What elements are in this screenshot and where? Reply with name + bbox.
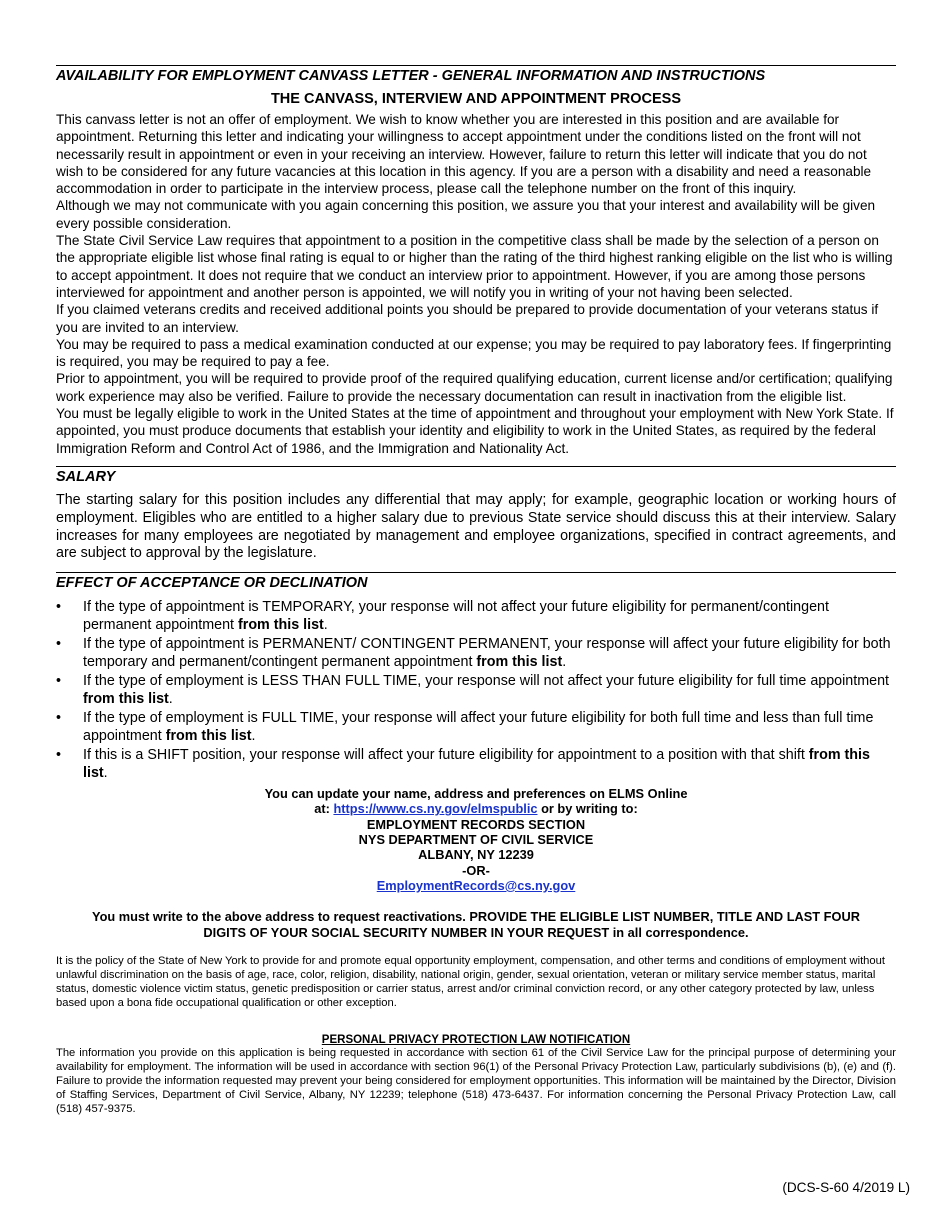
- or-separator: -OR-: [462, 862, 490, 878]
- reactivation-line-2: DIGITS OF YOUR SOCIAL SECURITY NUMBER IN YOUR REQUEST in all correspondence.: [203, 924, 749, 940]
- paragraph-civil-service-law: The State Civil Service Law requires that appointment to a position in the competitive class shall be made by the selection of a person on the appropriate eligible list whose final rating is equal to or higher than the rating of the third highest ranking eligible on the list who is willing to accept appointment. It does not require that we conduct an interview prior to appointment. However, if you are among those persons interviewed for appointment and another person is appointed, we will notify you in writing of your not having been selected.: [56, 233, 893, 300]
- bullet-icon: •: [56, 747, 62, 764]
- list-item: • If the type of employment is LESS THAN FULL TIME, your response will not affect your future eligibility for full time appointment from this list.: [56, 673, 890, 708]
- list-item-text: If the type of appointment is TEMPORARY, your response will not affect your future eligibility for permanent/contingent permanent appointment: [83, 599, 829, 634]
- page-header: AVAILABILITY FOR EMPLOYMENT CANVASS LETTER - GENERAL INFORMATION AND INSTRUCTIONS: [56, 68, 766, 84]
- address-line: EMPLOYMENT RECORDS SECTION: [366, 816, 586, 832]
- url-suffix: or by writing to:: [541, 801, 638, 817]
- address-line: ALBANY, NY 12239: [418, 847, 534, 863]
- list-item-text: If the type of employment is LESS THAN FULL TIME, your response will not affect your future eligibility for full time appointment: [83, 673, 890, 690]
- list-item: • If this is a SHIFT position, your response will affect your future eligibility for appointment to a position with that shift from this list.: [56, 747, 870, 782]
- email-link[interactable]: EmploymentRecords@cs.ny.gov: [376, 877, 576, 893]
- paragraph-work-eligibility: You must be legally eligible to work in the United States at the time of appointment and throughout your employment with New York State. If appointed, you must produce documents that establish your identity and eligibility to work in the United States, as required by the federal Immigration Reform and Control Act of 1986, and the Immigration and Nationality Act.: [56, 406, 894, 456]
- process-subheader: THE CANVASS, INTERVIEW AND APPOINTMENT PROCESS: [270, 91, 682, 107]
- bullet-icon: •: [56, 599, 62, 616]
- salary-rule: [56, 466, 896, 467]
- paragraph-canvass: This canvass letter is not an offer of employment. We wish to know whether you are interested in this position and are available for appointment. Returning this letter and indicating your willingness to accept appointment under the conditions listed on the front will not necessarily result in appointment or even in your receiving an interview. However, failure to return this letter will indicate that you do not wish to be considered for any future vacancies at this location in this agency. If you are a person with a disability and need a reasonable accommodation in order to participate in the interview process, please call the telephone number on the front of this inquiry.: [56, 112, 872, 197]
- list-item-text: If the type of employment is FULL TIME, your response will affect your future eligibility for both full time and less than full time appointment: [83, 710, 874, 745]
- general-information: [56, 111, 896, 457]
- list-item: • If the type of employment is FULL TIME, your response will affect your future eligibility for both full time and less than full time appointment from this list.: [56, 710, 874, 745]
- paragraph-medical: You may be required to pass a medical examination conducted at our expense; you may be required to pay laboratory fees. If fingerprinting is required, you may be required to pay a fee.: [56, 336, 892, 370]
- from-this-list-text: from this list: [476, 654, 563, 671]
- paragraph-veterans: If you claimed veterans credits and received additional points you should be prepared to provide documentation of your veterans status if you are invited to an interview.: [56, 302, 879, 335]
- document-page: [56, 0, 896, 1117]
- paragraph-consideration: Although we may not communicate with you again concerning this position, we assure you that your interest and availability will be given every possible consideration.: [56, 198, 876, 231]
- privacy-title: PERSONAL PRIVACY PROTECTION LAW NOTIFICATION: [321, 1034, 631, 1047]
- contact-block: [56, 786, 896, 893]
- reactivation-notice: [56, 909, 896, 940]
- address-line: NYS DEPARTMENT OF CIVIL SERVICE: [358, 832, 594, 848]
- from-this-list-text: from this list: [238, 617, 324, 634]
- list-item-text: If this is a SHIFT position, your response will affect your future eligibility for appointment to a position with that shift: [83, 747, 805, 764]
- privacy-text: The information you provide on this application is being requested in accordance with section 61 of the Civil Service Law for the principal purpose of determining your availability for employment. The information will be used in accordance with section 96(1) of the Personal Privacy Protection Law, particularly subdivisions (b), (e) and (f). Failure to provide the information requested may prevent your being considered for employment opportunities. This information will be maintained by the Director, Division of Staffing Services, Department of Civil Service, Albany, NY 12239; telephone (518) 473-6437. For information concerning the Personal Privacy Protection Law, call (518) 457-9375.: [56, 1047, 896, 1116]
- salary-text: The starting salary for this position includes any differential that may apply; for example, geographic location or working hours of employment. Eligibles who are entitled to a higher salary due to previous State service should discuss this at their interview. Salary increases for many employees are negotiated by management and employee organizations, specified in contract agreements, and are subject to approval by the legislature.: [56, 491, 896, 562]
- form-number: (DCS-S-60 4/2019 L): [782, 1180, 910, 1195]
- eeo-policy-text: It is the policy of the State of New York to provide for and promote equal opportunity employment, compensation, and other terms and conditions of employment without unlawful discrimination on the basis of age, race, color, religion, disability, national origin, gender, sexual orientation, veteran or military service member status, marital status, domestic violence victim status, genetic predisposition or carrier status, arrest and/or criminal conviction record, or any other category protected by law, unless based upon a bona fide occupational qualification or other exception.: [56, 954, 885, 1009]
- paragraph-qualifications: Prior to appointment, you will be required to provide proof of the required qualifying education, current license and/or certification; qualifying work experience may also be verified. Failure to provide the necessary documentation can result in inactivation from the eligible list.: [56, 371, 893, 404]
- bullet-icon: •: [56, 673, 62, 690]
- effect-heading: EFFECT OF ACCEPTANCE OR DECLINATION: [56, 575, 368, 592]
- salary-heading: SALARY: [56, 468, 116, 485]
- effect-list: [56, 598, 896, 782]
- from-this-list-text: from this list: [83, 747, 870, 782]
- from-this-list-text: from this list: [165, 728, 252, 745]
- elms-online-line: You can update your name, address and preferences on ELMS Online: [264, 786, 688, 802]
- bullet-icon: •: [56, 710, 62, 727]
- top-rule: [56, 65, 896, 66]
- elms-url-line: [56, 801, 896, 816]
- list-item-text: If the type of appointment is PERMANENT/ CONTINGENT PERMANENT, your response will affect your future eligibility for both temporary and permanent/contingent permanent appointment: [83, 636, 891, 671]
- effect-rule: [56, 572, 896, 573]
- bullet-icon: •: [56, 636, 62, 653]
- elms-public-link[interactable]: https://www.cs.ny.gov/elmspublic: [333, 801, 538, 817]
- url-prefix: at:: [314, 801, 330, 817]
- list-item: • If the type of appointment is TEMPORARY, your response will not affect your future eligibility for permanent/contingent permanent appointment from this list.: [56, 599, 829, 634]
- list-item: • If the type of appointment is PERMANENT/ CONTINGENT PERMANENT, your response will affect your future eligibility for both temporary and permanent/contingent permanent appointment from this list.: [56, 636, 891, 671]
- from-this-list-text: from this list: [83, 691, 169, 708]
- reactivation-line-1: You must write to the above address to request reactivations. PROVIDE THE ELIGIBLE LIST NUMBER, TITLE AND LAST FOUR: [92, 909, 860, 925]
